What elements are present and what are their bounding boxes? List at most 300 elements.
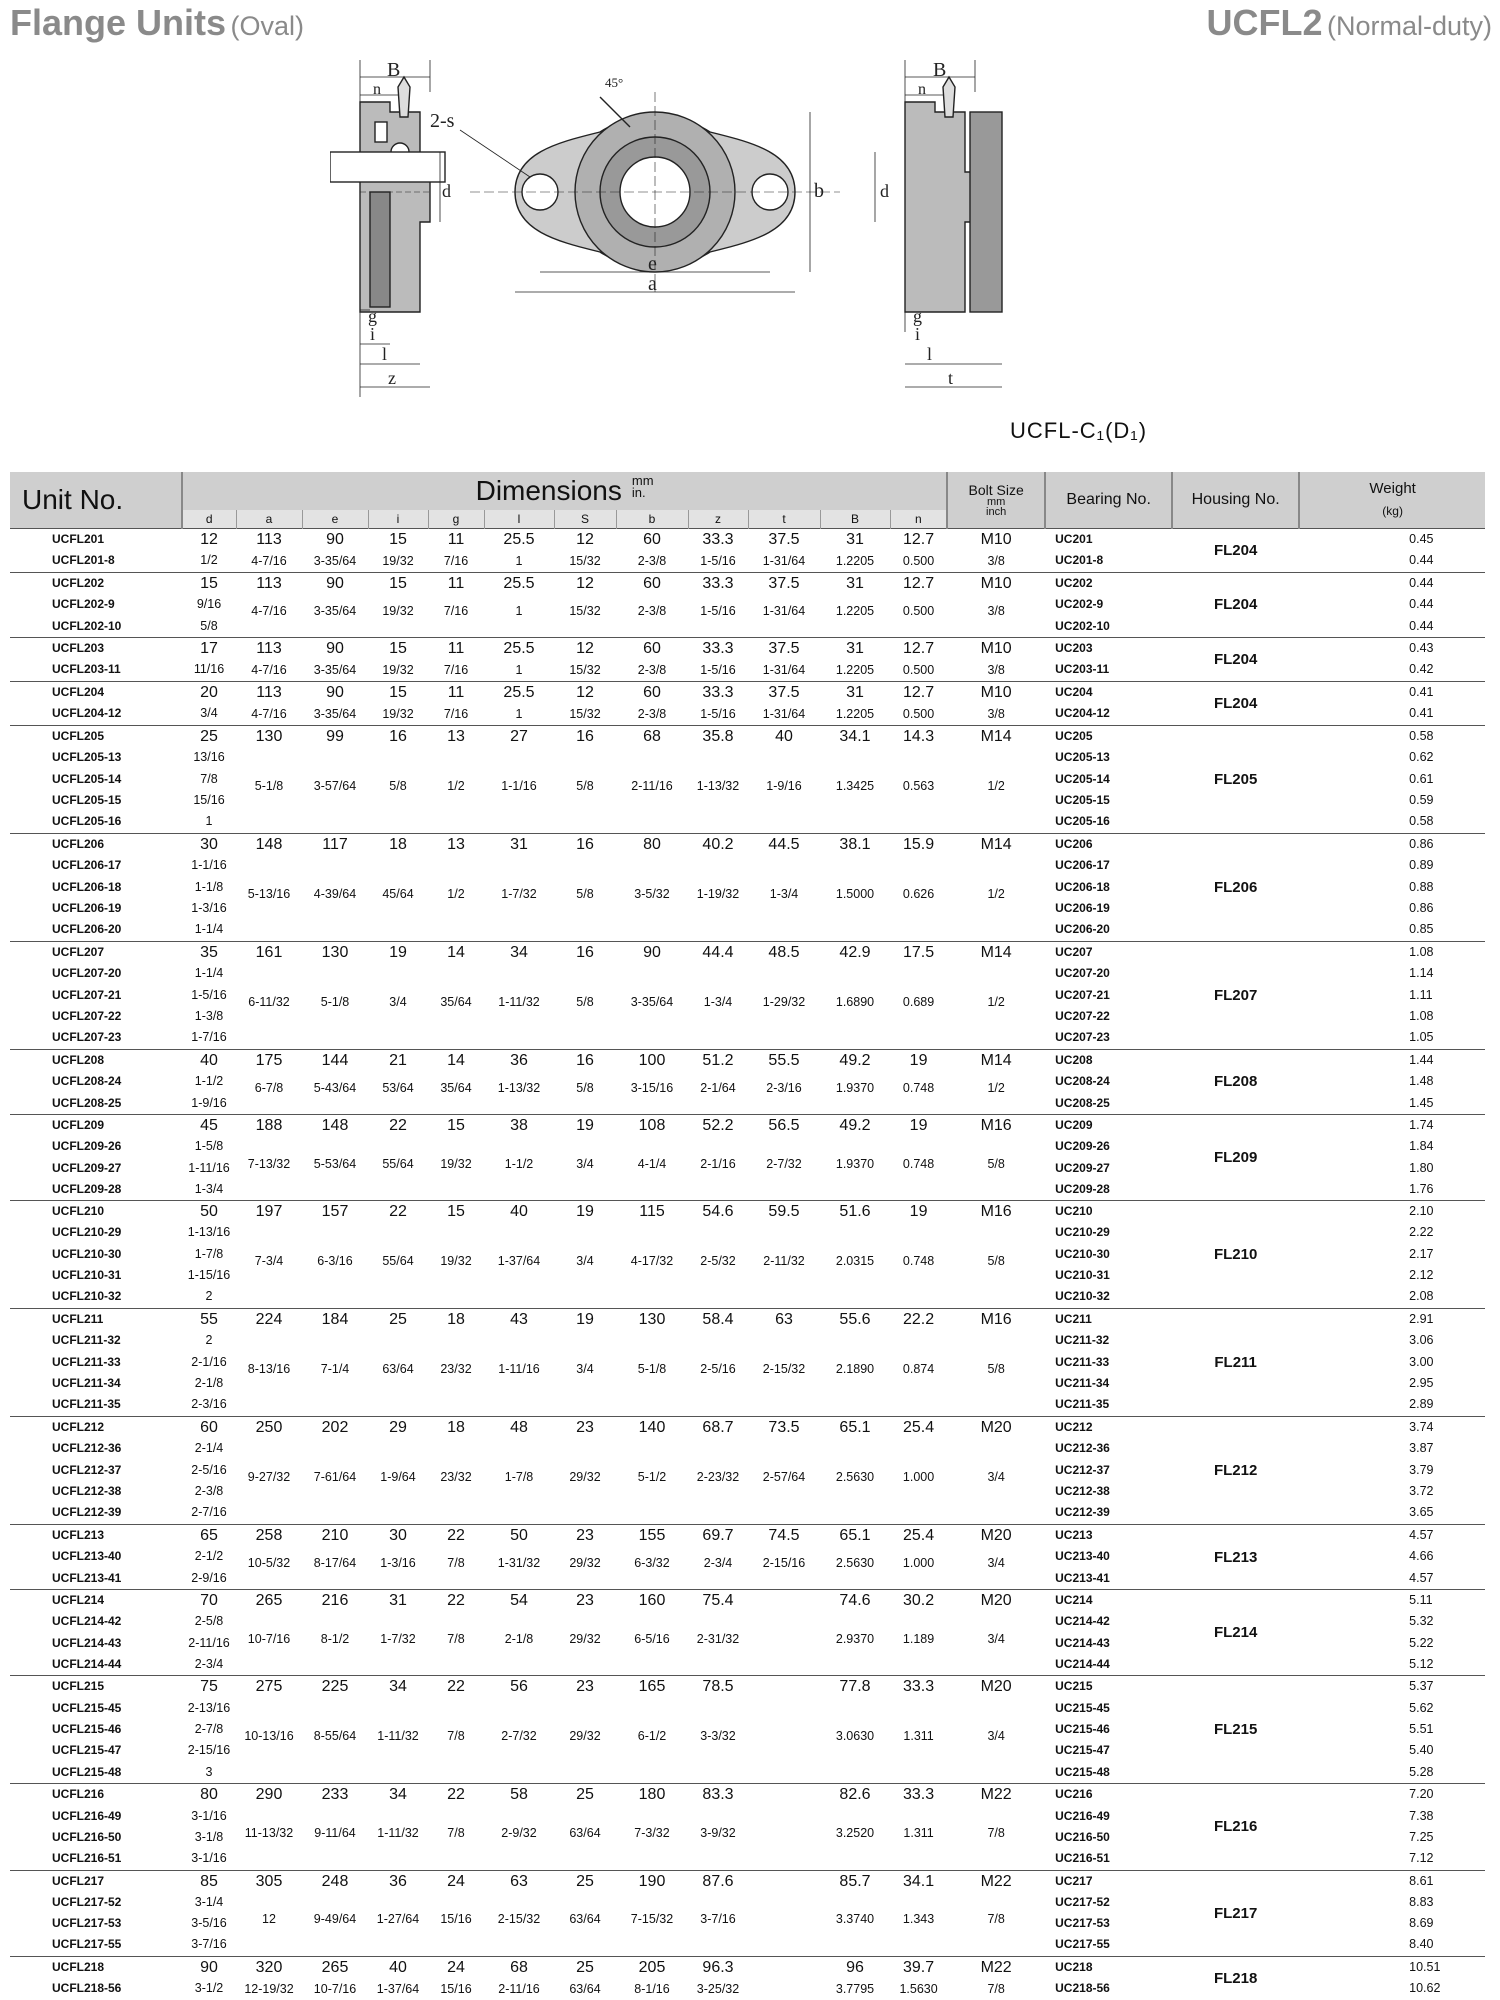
- dim-cell-S: 23 29/32: [554, 1590, 616, 1676]
- label-b: b: [814, 180, 824, 202]
- dim-cell-i: 29 1-9/64: [368, 1417, 428, 1525]
- dim-cell-e: 225 8-55/64: [302, 1676, 368, 1784]
- label-l-left: l: [382, 344, 388, 364]
- dim-cell-e: 233 9-11/64: [302, 1784, 368, 1870]
- housing-no-cell: FL216: [1172, 1784, 1299, 1870]
- dim-cell-t: [748, 1956, 820, 2000]
- unit-no-cell: UCFL201 UCFL201-8: [10, 529, 182, 573]
- dim-cell-e: 265 10-7/16: [302, 1956, 368, 2000]
- dim-cell-a: 113 4-7/16: [236, 529, 302, 573]
- header-col-5: l: [484, 510, 554, 529]
- bolt-size-cell: M14 1/2: [947, 942, 1045, 1050]
- dim-cell-B: 65.1 2.5630: [820, 1525, 890, 1590]
- side-view-right: [875, 59, 1002, 388]
- dim-cell-t: 48.5 1-29/32: [748, 942, 820, 1050]
- dim-cell-g: 22 7/8: [428, 1676, 484, 1784]
- header-col-11: n: [890, 510, 947, 529]
- dim-cell-e: 99 3-57/64: [302, 726, 368, 834]
- label-B-right: B: [933, 59, 947, 81]
- weight-cell: 0.43 0.42: [1299, 638, 1485, 682]
- dim-cell-B: 82.6 3.2520: [820, 1784, 890, 1870]
- bolt-size-cell: M10 3/8: [947, 529, 1045, 573]
- label-e: e: [648, 253, 657, 275]
- dim-d-cell: 17 11/16: [182, 638, 236, 682]
- table-row: [10, 942, 1485, 1050]
- bearing-no-cell: UC202 UC202-9 UC202-10: [1045, 573, 1172, 638]
- dim-cell-g: 15 19/32: [428, 1201, 484, 1309]
- weight-cell: 8.61 8.83 8.69 8.40: [1299, 1870, 1485, 1956]
- header-col-4: g: [428, 510, 484, 529]
- bearing-no-cell: UC212 UC212-36 UC212-37 UC212-38 UC212-39: [1045, 1417, 1172, 1525]
- housing-no-cell: FL218: [1172, 1956, 1299, 2000]
- housing-no-cell: FL210: [1172, 1201, 1299, 1309]
- table-row: [10, 1676, 1485, 1784]
- dim-cell-a: 130 5-1/8: [236, 726, 302, 834]
- bearing-no-cell: UC216 UC216-49 UC216-50 UC216-51: [1045, 1784, 1172, 1870]
- housing-no-cell: FL204: [1172, 638, 1299, 682]
- dim-cell-b: 180 7-3/32: [616, 1784, 688, 1870]
- label-2s: 2-s: [430, 110, 455, 132]
- weight-cell: 2.91 3.06 3.00 2.95 2.89: [1299, 1309, 1485, 1417]
- unit-no-cell: UCFL206 UCFL206-17 UCFL206-18 UCFL206-19 UCFL206-20: [10, 834, 182, 942]
- header-col-3: i: [368, 510, 428, 529]
- dim-cell-a: 250 9-27/32: [236, 1417, 302, 1525]
- dim-cell-b: 190 7-15/32: [616, 1870, 688, 1956]
- dim-cell-g: 15 19/32: [428, 1115, 484, 1201]
- table-row: [10, 529, 1485, 573]
- unit-no-cell: UCFL209 UCFL209-26 UCFL209-27 UCFL209-28: [10, 1115, 182, 1201]
- label-i-right: i: [915, 324, 921, 344]
- label-g-right: g: [913, 306, 922, 326]
- dim-cell-b: 60 2-3/8: [616, 638, 688, 682]
- bearing-no-cell: UC211 UC211-32 UC211-33 UC211-34 UC211-35: [1045, 1309, 1172, 1417]
- dim-cell-a: 290 11-13/32: [236, 1784, 302, 1870]
- bearing-no-cell: UC215 UC215-45 UC215-46 UC215-47 UC215-48: [1045, 1676, 1172, 1784]
- housing-no-cell: FL204: [1172, 573, 1299, 638]
- bolt-size-cell: M16 5/8: [947, 1201, 1045, 1309]
- unit-no-cell: UCFL207 UCFL207-20 UCFL207-21 UCFL207-22 UCFL207-23: [10, 942, 182, 1050]
- dim-cell-t: 37.5 1-31/64: [748, 573, 820, 638]
- dim-cell-g: 11 7/16: [428, 638, 484, 682]
- dim-cell-z: 58.4 2-5/16: [688, 1309, 748, 1417]
- housing-no-cell: FL209: [1172, 1115, 1299, 1201]
- dim-cell-a: 320 12-19/32: [236, 1956, 302, 2000]
- bearing-no-cell: UC213 UC213-40 UC213-41: [1045, 1525, 1172, 1590]
- dim-cell-l: 54 2-1/8: [484, 1590, 554, 1676]
- dim-d-cell: 15 9/16 5/8: [182, 573, 236, 638]
- dim-cell-l: 25.5 1: [484, 529, 554, 573]
- dim-cell-l: 25.5 1: [484, 638, 554, 682]
- housing-no-cell: FL207: [1172, 942, 1299, 1050]
- dim-cell-t: [748, 1784, 820, 1870]
- weight-cell: 1.08 1.14 1.11 1.08 1.05: [1299, 942, 1485, 1050]
- dim-cell-i: 36 1-27/64: [368, 1870, 428, 1956]
- dim-cell-n: 12.7 0.500: [890, 682, 947, 726]
- label-B-left: B: [387, 59, 401, 81]
- dim-cell-g: 22 7/8: [428, 1784, 484, 1870]
- dim-cell-g: 11 7/16: [428, 529, 484, 573]
- dim-cell-l: 63 2-15/32: [484, 1870, 554, 1956]
- housing-no-cell: FL217: [1172, 1870, 1299, 1956]
- dim-cell-e: 157 6-3/16: [302, 1201, 368, 1309]
- table-row: [10, 1417, 1485, 1525]
- dim-d-cell: 45 1-5/8 1-11/16 1-3/4: [182, 1115, 236, 1201]
- dim-cell-l: 43 1-11/16: [484, 1309, 554, 1417]
- dim-cell-S: 12 15/32: [554, 529, 616, 573]
- dim-cell-t: 63 2-15/32: [748, 1309, 820, 1417]
- dim-cell-l: 34 1-11/32: [484, 942, 554, 1050]
- dim-cell-z: 52.2 2-1/16: [688, 1115, 748, 1201]
- housing-no-cell: FL208: [1172, 1050, 1299, 1115]
- title-oval: (Oval): [230, 11, 304, 41]
- dim-cell-B: 38.1 1.5000: [820, 834, 890, 942]
- housing-no-cell: FL204: [1172, 529, 1299, 573]
- dim-cell-S: 16 5/8: [554, 1050, 616, 1115]
- dim-d-cell: 55 2 2-1/16 2-1/8 2-3/16: [182, 1309, 236, 1417]
- dim-cell-a: 113 4-7/16: [236, 682, 302, 726]
- dim-cell-B: 85.7 3.3740: [820, 1870, 890, 1956]
- unit-no-cell: UCFL205 UCFL205-13 UCFL205-14 UCFL205-15 UCFL205-16: [10, 726, 182, 834]
- table-row: [10, 1050, 1485, 1115]
- header-col-6: S: [554, 510, 616, 529]
- dim-cell-l: 50 1-31/32: [484, 1525, 554, 1590]
- dim-d-cell: 90 3-1/2: [182, 1956, 236, 2000]
- dim-cell-S: 25 63/64: [554, 1870, 616, 1956]
- dim-cell-S: 19 3/4: [554, 1309, 616, 1417]
- bolt-size-cell: M20 3/4: [947, 1676, 1045, 1784]
- dim-cell-g: 11 7/16: [428, 682, 484, 726]
- label-n-right: n: [918, 81, 926, 98]
- table-row: [10, 682, 1485, 726]
- dim-d-cell: 70 2-5/8 2-11/16 2-3/4: [182, 1590, 236, 1676]
- dim-cell-B: 49.2 1.9370: [820, 1050, 890, 1115]
- dim-cell-b: 115 4-17/32: [616, 1201, 688, 1309]
- table-row: [10, 638, 1485, 682]
- dim-cell-l: 58 2-9/32: [484, 1784, 554, 1870]
- unit-no-cell: UCFL212 UCFL212-36 UCFL212-37 UCFL212-38 UCFL212-39: [10, 1417, 182, 1525]
- dim-cell-t: 73.5 2-57/64: [748, 1417, 820, 1525]
- dim-cell-B: 49.2 1.9370: [820, 1115, 890, 1201]
- dim-cell-S: 16 5/8: [554, 726, 616, 834]
- dim-cell-b: 68 2-11/16: [616, 726, 688, 834]
- dim-cell-l: 27 1-1/16: [484, 726, 554, 834]
- dim-cell-i: 15 19/32: [368, 573, 428, 638]
- dim-cell-t: 40 1-9/16: [748, 726, 820, 834]
- dim-cell-B: 31 1.2205: [820, 682, 890, 726]
- dim-cell-l: 48 1-7/8: [484, 1417, 554, 1525]
- dim-cell-n: 17.5 0.689: [890, 942, 947, 1050]
- dim-cell-n: 25.4 1.000: [890, 1525, 947, 1590]
- dim-d-cell: 35 1-1/4 1-5/16 1-3/8 1-7/16: [182, 942, 236, 1050]
- dim-cell-i: 31 1-7/32: [368, 1590, 428, 1676]
- housing-no-cell: FL212: [1172, 1417, 1299, 1525]
- dim-cell-a: 148 5-13/16: [236, 834, 302, 942]
- dim-cell-z: 44.4 1-3/4: [688, 942, 748, 1050]
- label-l-right: l: [927, 344, 933, 364]
- dim-cell-t: [748, 1870, 820, 1956]
- dim-cell-S: 16 5/8: [554, 942, 616, 1050]
- label-d-left: d: [442, 181, 451, 201]
- dim-cell-b: 100 3-15/16: [616, 1050, 688, 1115]
- dim-cell-n: 33.3 1.311: [890, 1784, 947, 1870]
- dim-cell-B: 65.1 2.5630: [820, 1417, 890, 1525]
- bolt-size-cell: M10 3/8: [947, 573, 1045, 638]
- dim-cell-B: 34.1 1.3425: [820, 726, 890, 834]
- dim-cell-l: 38 1-1/2: [484, 1115, 554, 1201]
- dim-cell-g: 11 7/16: [428, 573, 484, 638]
- bolt-size-cell: M14 1/2: [947, 1050, 1045, 1115]
- dim-cell-i: 15 19/32: [368, 638, 428, 682]
- unit-no-cell: UCFL210 UCFL210-29 UCFL210-30 UCFL210-31 UCFL210-32: [10, 1201, 182, 1309]
- dim-cell-n: 30.2 1.189: [890, 1590, 947, 1676]
- dim-cell-g: 14 35/64: [428, 1050, 484, 1115]
- bearing-no-cell: UC214 UC214-42 UC214-43 UC214-44: [1045, 1590, 1172, 1676]
- dim-d-cell: 60 2-1/4 2-5/16 2-3/8 2-7/16: [182, 1417, 236, 1525]
- bearing-no-cell: UC206 UC206-17 UC206-18 UC206-19 UC206-20: [1045, 834, 1172, 942]
- dim-cell-a: 113 4-7/16: [236, 573, 302, 638]
- dim-cell-t: 37.5 1-31/64: [748, 638, 820, 682]
- dim-cell-n: 14.3 0.563: [890, 726, 947, 834]
- header-col-1: a: [236, 510, 302, 529]
- dim-cell-z: 68.7 2-23/32: [688, 1417, 748, 1525]
- drawing-caption: UCFL-C₁(D₁): [1010, 418, 1148, 443]
- dim-cell-e: 90 3-35/64: [302, 573, 368, 638]
- bolt-size-cell: M14 1/2: [947, 726, 1045, 834]
- label-i-left: i: [370, 324, 376, 344]
- dim-cell-g: 13 1/2: [428, 834, 484, 942]
- dim-cell-z: 87.6 3-7/16: [688, 1870, 748, 1956]
- unit-no-cell: UCFL211 UCFL211-32 UCFL211-33 UCFL211-34 UCFL211-35: [10, 1309, 182, 1417]
- dim-cell-B: 55.6 2.1890: [820, 1309, 890, 1417]
- dim-cell-z: 69.7 2-3/4: [688, 1525, 748, 1590]
- dimensions-table: [10, 472, 1485, 2000]
- dim-cell-B: 31 1.2205: [820, 573, 890, 638]
- dim-cell-n: 15.9 0.626: [890, 834, 947, 942]
- dim-cell-n: 34.1 1.343: [890, 1870, 947, 1956]
- weight-cell: 7.20 7.38 7.25 7.12: [1299, 1784, 1485, 1870]
- dim-cell-g: 18 23/32: [428, 1309, 484, 1417]
- unit-no-cell: UCFL216 UCFL216-49 UCFL216-50 UCFL216-51: [10, 1784, 182, 1870]
- dim-cell-n: 33.3 1.311: [890, 1676, 947, 1784]
- dim-cell-l: 25.5 1: [484, 682, 554, 726]
- dim-cell-a: 305 12: [236, 1870, 302, 1956]
- dim-cell-a: 161 6-11/32: [236, 942, 302, 1050]
- dim-cell-i: 40 1-37/64: [368, 1956, 428, 2000]
- dim-cell-S: 12 15/32: [554, 573, 616, 638]
- dim-cell-z: 51.2 2-1/64: [688, 1050, 748, 1115]
- dim-d-cell: 65 2-1/2 2-9/16: [182, 1525, 236, 1590]
- dim-cell-B: 51.6 2.0315: [820, 1201, 890, 1309]
- bearing-no-cell: UC204 UC204-12: [1045, 682, 1172, 726]
- dimensions-units: mm in.: [631, 473, 654, 500]
- unit-no-cell: UCFL213 UCFL213-40 UCFL213-41: [10, 1525, 182, 1590]
- dim-cell-z: 75.4 2-31/32: [688, 1590, 748, 1676]
- dim-cell-B: 74.6 2.9370: [820, 1590, 890, 1676]
- dim-cell-a: 175 6-7/8: [236, 1050, 302, 1115]
- dim-d-cell: 25 13/16 7/8 15/16 1: [182, 726, 236, 834]
- table-row: [10, 834, 1485, 942]
- dim-cell-B: 42.9 1.6890: [820, 942, 890, 1050]
- dim-cell-e: 90 3-35/64: [302, 529, 368, 573]
- dim-cell-t: 37.5 1-31/64: [748, 529, 820, 573]
- dim-cell-g: 14 35/64: [428, 942, 484, 1050]
- table-row: [10, 573, 1485, 638]
- dim-cell-n: 12.7 0.500: [890, 529, 947, 573]
- page-title-right: [1207, 2, 1492, 44]
- weight-cell: 0.44 0.44 0.44: [1299, 573, 1485, 638]
- dim-cell-t: [748, 1676, 820, 1784]
- weight-cell: 5.11 5.32 5.22 5.12: [1299, 1590, 1485, 1676]
- weight-cell: 10.51 10.62: [1299, 1956, 1485, 2000]
- label-a: a: [648, 273, 657, 295]
- dim-cell-l: 56 2-7/32: [484, 1676, 554, 1784]
- dim-cell-a: 224 8-13/16: [236, 1309, 302, 1417]
- dim-cell-b: 160 6-5/16: [616, 1590, 688, 1676]
- title-series: UCFL2: [1206, 2, 1323, 43]
- bolt-size-cell: M10 3/8: [947, 638, 1045, 682]
- dim-cell-t: 74.5 2-15/16: [748, 1525, 820, 1590]
- weight-cell: 2.10 2.22 2.17 2.12 2.08: [1299, 1201, 1485, 1309]
- title-flange-units: Flange Units: [10, 2, 227, 43]
- dim-cell-S: 12 15/32: [554, 638, 616, 682]
- label-t: t: [948, 368, 954, 388]
- dim-d-cell: 20 3/4: [182, 682, 236, 726]
- dim-d-cell: 50 1-13/16 1-7/8 1-15/16 2: [182, 1201, 236, 1309]
- dim-cell-S: 25 63/64: [554, 1956, 616, 2000]
- label-d-right: d: [880, 181, 889, 201]
- dim-cell-S: 23 29/32: [554, 1525, 616, 1590]
- bolt-size-cell: M22 7/8: [947, 1956, 1045, 2000]
- dim-cell-i: 25 63/64: [368, 1309, 428, 1417]
- dim-cell-a: 265 10-7/16: [236, 1590, 302, 1676]
- label-z: z: [388, 368, 396, 388]
- dim-cell-e: 184 7-1/4: [302, 1309, 368, 1417]
- unit-no-cell: UCFL215 UCFL215-45 UCFL215-46 UCFL215-47 UCFL215-48: [10, 1676, 182, 1784]
- dim-cell-a: 258 10-5/32: [236, 1525, 302, 1590]
- dimensions-label: Dimensions: [475, 475, 622, 506]
- dim-cell-b: 60 2-3/8: [616, 529, 688, 573]
- table-row: [10, 1590, 1485, 1676]
- dim-cell-t: 44.5 1-3/4: [748, 834, 820, 942]
- dim-cell-i: 15 19/32: [368, 529, 428, 573]
- dim-cell-n: 19 0.748: [890, 1201, 947, 1309]
- table-row: [10, 1870, 1485, 1956]
- dim-cell-z: 33.3 1-5/16: [688, 573, 748, 638]
- dim-cell-B: 31 1.2205: [820, 529, 890, 573]
- unit-no-cell: UCFL218 UCFL218-56: [10, 1956, 182, 2000]
- dim-cell-z: 96.3 3-25/32: [688, 1956, 748, 2000]
- dim-cell-z: 33.3 1-5/16: [688, 529, 748, 573]
- dim-cell-B: 77.8 3.0630: [820, 1676, 890, 1784]
- weight-cell: 1.74 1.84 1.80 1.76: [1299, 1115, 1485, 1201]
- unit-no-cell: UCFL203 UCFL203-11: [10, 638, 182, 682]
- dim-cell-e: 117 4-39/64: [302, 834, 368, 942]
- dim-cell-S: 16 5/8: [554, 834, 616, 942]
- dim-cell-z: 33.3 1-5/16: [688, 682, 748, 726]
- weight-cell: 0.41 0.41: [1299, 682, 1485, 726]
- header-bearing-no: Bearing No.: [1045, 472, 1172, 529]
- bearing-no-cell: UC217 UC217-52 UC217-53 UC217-55: [1045, 1870, 1172, 1956]
- dim-cell-e: 216 8-1/2: [302, 1590, 368, 1676]
- weight-cell: 1.44 1.48 1.45: [1299, 1050, 1485, 1115]
- unit-no-cell: UCFL214 UCFL214-42 UCFL214-43 UCFL214-44: [10, 1590, 182, 1676]
- dim-cell-e: 90 3-35/64: [302, 638, 368, 682]
- dim-cell-i: 19 3/4: [368, 942, 428, 1050]
- dim-cell-b: 90 3-35/64: [616, 942, 688, 1050]
- dim-cell-a: 188 7-13/32: [236, 1115, 302, 1201]
- dim-cell-g: 24 15/16: [428, 1870, 484, 1956]
- dim-cell-g: 18 23/32: [428, 1417, 484, 1525]
- dim-cell-i: 30 1-3/16: [368, 1525, 428, 1590]
- dim-cell-b: 165 6-1/2: [616, 1676, 688, 1784]
- dim-cell-e: 210 8-17/64: [302, 1525, 368, 1590]
- bearing-no-cell: UC208 UC208-24 UC208-25: [1045, 1050, 1172, 1115]
- dim-cell-b: 60 2-3/8: [616, 573, 688, 638]
- dim-cell-i: 34 1-11/32: [368, 1676, 428, 1784]
- header-dimensions: [182, 472, 947, 510]
- header-col-8: z: [688, 510, 748, 529]
- bolt-size-cell: M14 1/2: [947, 834, 1045, 942]
- dim-cell-b: 108 4-1/4: [616, 1115, 688, 1201]
- dim-cell-b: 80 3-5/32: [616, 834, 688, 942]
- dim-cell-n: 39.7 1.5630: [890, 1956, 947, 2000]
- dim-cell-z: 33.3 1-5/16: [688, 638, 748, 682]
- dim-cell-S: 23 29/32: [554, 1417, 616, 1525]
- table-body: [10, 529, 1485, 2000]
- dim-cell-g: 22 7/8: [428, 1590, 484, 1676]
- dim-cell-n: 22.2 0.874: [890, 1309, 947, 1417]
- table-row: [10, 1115, 1485, 1201]
- bearing-no-cell: UC210 UC210-29 UC210-30 UC210-31 UC210-32: [1045, 1201, 1172, 1309]
- dim-cell-i: 16 5/8: [368, 726, 428, 834]
- housing-no-cell: FL213: [1172, 1525, 1299, 1590]
- dim-cell-b: 155 6-3/32: [616, 1525, 688, 1590]
- dim-cell-n: 25.4 1.000: [890, 1417, 947, 1525]
- bearing-no-cell: UC209 UC209-26 UC209-27 UC209-28: [1045, 1115, 1172, 1201]
- page-title-left: [10, 2, 304, 44]
- bolt-size-cell: M22 7/8: [947, 1870, 1045, 1956]
- header-bolt-size: Bolt Size mm inch: [947, 472, 1045, 529]
- housing-no-cell: FL204: [1172, 682, 1299, 726]
- dim-cell-l: 25.5 1: [484, 573, 554, 638]
- dim-cell-z: 54.6 2-5/32: [688, 1201, 748, 1309]
- dim-cell-l: 40 1-37/64: [484, 1201, 554, 1309]
- dim-cell-e: 144 5-43/64: [302, 1050, 368, 1115]
- dim-cell-t: 55.5 2-3/16: [748, 1050, 820, 1115]
- bearing-no-cell: UC218 UC218-56: [1045, 1956, 1172, 2000]
- header-unit-no: Unit No.: [10, 472, 182, 529]
- housing-no-cell: FL214: [1172, 1590, 1299, 1676]
- header-housing-no: Housing No.: [1172, 472, 1299, 529]
- dim-cell-n: 19 0.748: [890, 1115, 947, 1201]
- weight-cell: 4.57 4.66 4.57: [1299, 1525, 1485, 1590]
- dim-cell-z: 35.8 1-13/32: [688, 726, 748, 834]
- technical-drawing: [330, 52, 1180, 412]
- table-row: [10, 1201, 1485, 1309]
- unit-no-cell: UCFL202 UCFL202-9 UCFL202-10: [10, 573, 182, 638]
- dim-cell-t: 37.5 1-31/64: [748, 682, 820, 726]
- dim-cell-i: 18 45/64: [368, 834, 428, 942]
- header-col-10: B: [820, 510, 890, 529]
- dim-cell-S: 19 3/4: [554, 1115, 616, 1201]
- dim-cell-n: 19 0.748: [890, 1050, 947, 1115]
- dim-cell-n: 12.7 0.500: [890, 573, 947, 638]
- dim-cell-a: 197 7-3/4: [236, 1201, 302, 1309]
- bolt-size-cell: M16 5/8: [947, 1309, 1045, 1417]
- label-n-left: n: [373, 81, 381, 98]
- table-row: [10, 726, 1485, 834]
- table-row: [10, 1309, 1485, 1417]
